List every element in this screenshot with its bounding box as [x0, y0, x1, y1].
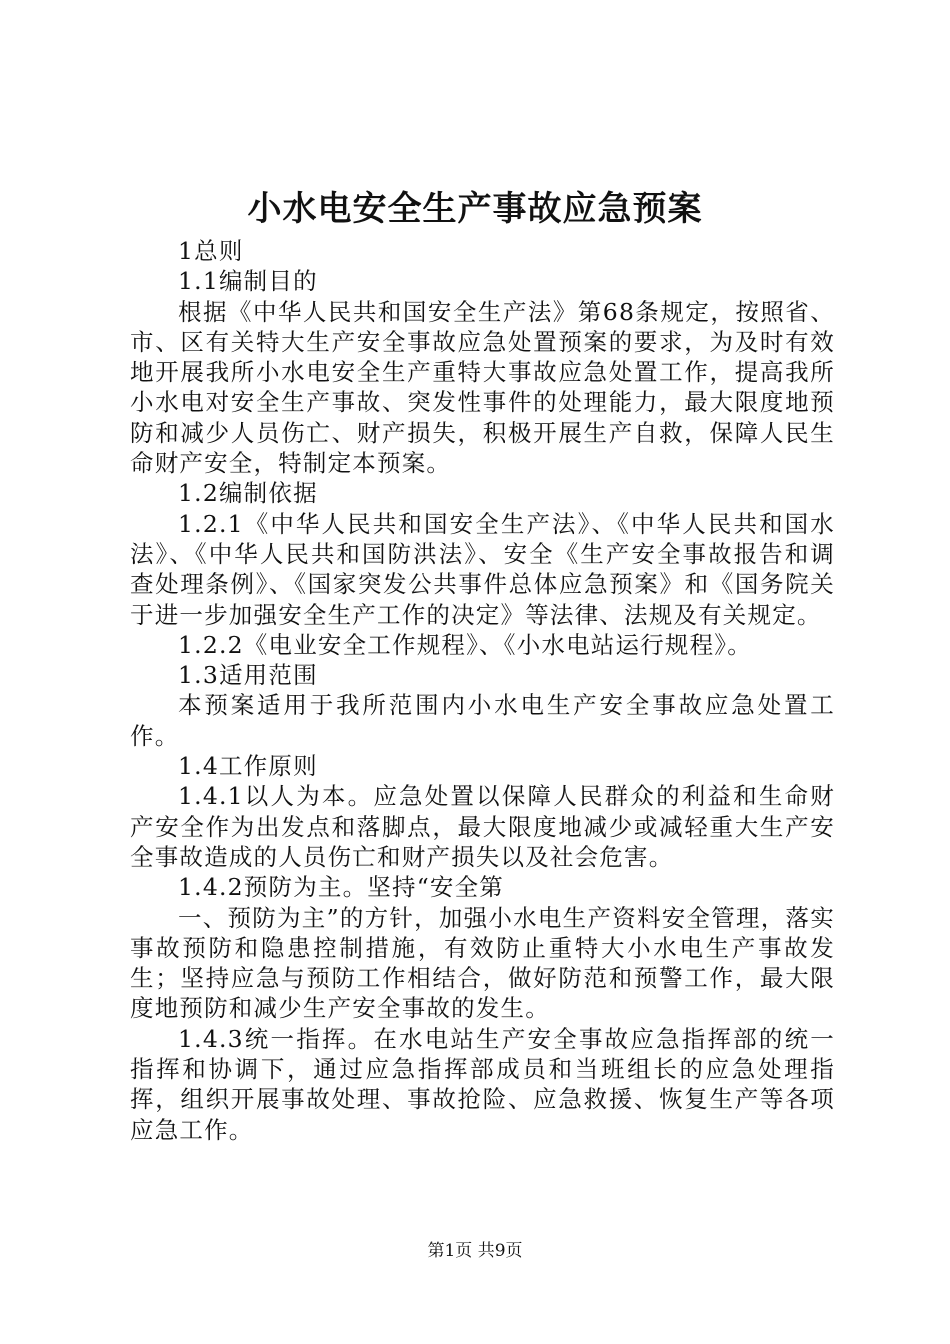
document-body — [130, 236, 835, 1145]
heading-purpose: 1.1编制目的 — [178, 267, 318, 296]
paragraph-purpose: 根据《中华人民共和国安全生产法》第68条规定，按照省、市、区有关特大生产安全事故应急处置预案的要求，为及时有效地开展我所小水电安全生产重特大事故应急处置工作，提高我所小水电对安全生产事故、突发性事件的处理能力，最大限度地预防和减少人员伤亡、财产损失，积极开展生产自救，保障人民生命财产安全，特制定本预案。 — [130, 297, 835, 478]
heading-basis: 1.2编制依据 — [178, 479, 318, 508]
paragraph-principle-command: 1.4.3统一指挥。在水电站生产安全事故应急指挥部的统一指挥和协调下，通过应急指挥部成员和当班组长的应急处理指挥，组织开展事故处理、事故抢险、应急救援、恢复生产等各项应急工作。 — [130, 1024, 835, 1144]
paragraph-scope: 本预案适用于我所范围内小水电生产安全事故应急处置工作。 — [130, 691, 835, 750]
paragraph-principle-prevention: 1.4.2预防为主。坚持“安全第 — [178, 873, 505, 902]
document-title: 小水电安全生产事故应急预案 — [247, 189, 703, 229]
page-number: 第1页 共9页 — [427, 1241, 523, 1261]
paragraph-principle-people: 1.4.1以人为本。应急处置以保障人民群众的利益和生命财产安全作为出发点和落脚点，最大限度地减少或减轻重大生产安全事故造成的人员伤亡和财产损失以及社会危害。 — [130, 782, 835, 871]
heading-principles: 1.4工作原则 — [178, 752, 318, 781]
heading-general: 1总则 — [178, 237, 244, 265]
paragraph-basis-rules: 1.2.2《电业安全工作规程》、《小水电站运行规程》。 — [178, 630, 752, 659]
paragraph-basis-laws: 1.2.1《中华人民共和国安全生产法》、《中华人民共和国水法》、《中华人民共和国防洪法》、安全《生产安全事故报告和调查处理条例》、《国家突发公共事件总体应急预案》和《国务院关于进一步加强安全生产工作的决定》等法律、法规及有关规定。 — [130, 509, 835, 629]
heading-scope: 1.3适用范围 — [178, 661, 318, 690]
paragraph-principle-prevention-cont: 一、预防为主”的方针，加强小水电生产资料安全管理，落实事故预防和隐患控制措施，有效防止重特大小水电生产事故发生；坚持应急与预防工作相结合，做好防范和预警工作，最大限度地预防和减少生产安全事故的发生。 — [130, 903, 835, 1023]
